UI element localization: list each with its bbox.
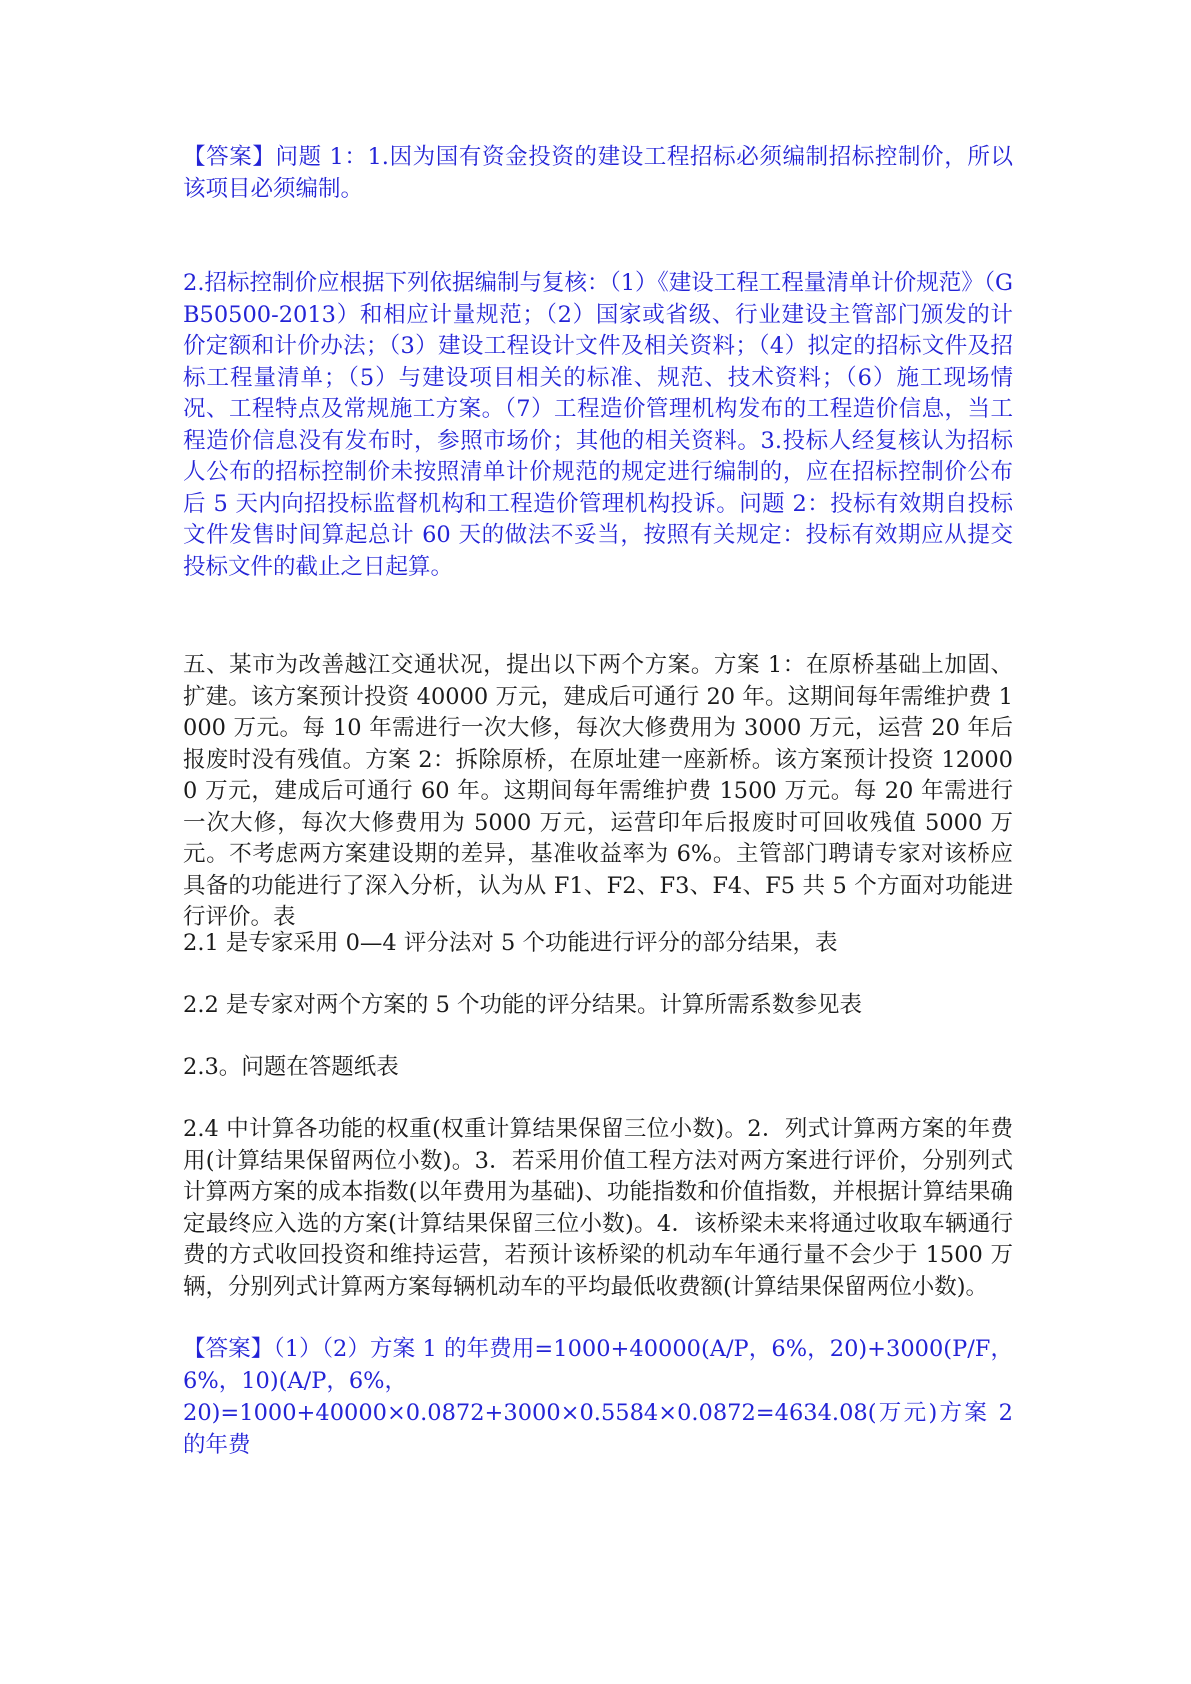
question-5-table-2-1-line: 2.1 是专家采用 0—4 评分法对 5 个功能进行评分的部分结果，表 — [183, 930, 838, 956]
question-5-table-2-2-line: 2.2 是专家对两个方案的 5 个功能的评分结果。计算所需系数参见表 — [183, 992, 863, 1018]
answer-1-continuation-paragraph: 2.招标控制价应根据下列依据编制与复核：（1）《建设工程工程量清单计价规范》（GB50500-2013）和相应计量规范；（2）国家或省级、行业建设主管部门颁发的计价定额和计价办法；（3）建设工程设计文件及相关资料；（4）拟定的招标文件及招标工程量清单；（5）与建设项目相关的标准、规范、技术资料；（6）施工现场情况、工程特点及常规施工方案。（7）工程造价管理机构发布的工程造价信息，当工程造价信息没有发布时，参照市场价；其他的相关资料。3.投标人经复核认为招标人公布的招标控制价未按照清单计价规范的规定进行编制的，应在招标控制价公布后 5 天内向招投标监督机构和工程造价管理机构投诉。问题 2：投标有效期自投标文件发售时间算起总计 60 天的做法不妥当，按照有关规定：投标有效期应从提交投标文件的截止之日起算。 — [183, 270, 1014, 580]
answer-5-line-1: 【答案】（1）（2）方案 1 的年费用=1000+40000(A/P，6%，20)+3000(P/F，6%，10)(A/P，6%， — [183, 1336, 1013, 1394]
question-5-table-2-3-line: 2.3。问题在答题纸表 — [183, 1054, 399, 1080]
document-page — [183, 0, 1013, 1684]
answer-5-line-2: 20)=1000+40000×0.0872+3000×0.5584×0.0872=4634.08(万元)方案 2 的年费 — [183, 1400, 1013, 1458]
question-5-intro-paragraph: 五、某市为改善越江交通状况，提出以下两个方案。方案 1：在原桥基础上加固、扩建。该方案预计投资 40000 万元，建成后可通行 20 年。这期间每年需维护费 1000 万元。每 10 年需进行一次大修，每次大修费用为 3000 万元，运营 20 年后报废时没有残值。方案 2：拆除原桥，在原址建一座新桥。该方案预计投资 120000 万元，建成后可通行 60 年。这期间每年需维护费 1500 万元。每 20 年需进行一次大修，每次大修费用为 5000 万元，运营印年后报废时可回收残值 5000 万元。不考虑两方案建设期的差异，基准收益率为 6%。主管部门聘请专家对该桥应具备的功能进行了深入分析，认为从 F1、F2、F3、F4、F5 共 5 个方面对功能进行评价。表 — [183, 652, 1013, 930]
answer-1-paragraph: 【答案】问题 1：1.因为国有资金投资的建设工程招标必须编制招标控制价，所以该项目必须编制。 — [183, 144, 1013, 202]
question-5-table-2-4-paragraph: 2.4 中计算各功能的权重(权重计算结果保留三位小数)。2．列式计算两方案的年费用(计算结果保留两位小数)。3．若采用价值工程方法对两方案进行评价，分别列式计算两方案的成本指数(以年费用为基础)、功能指数和价值指数，并根据计算结果确定最终应入选的方案(计算结果保留三位小数)。4．该桥梁未来将通过收取车辆通行费的方式收回投资和维持运营，若预计该桥梁的机动车年通行量不会少于 1500 万辆，分别列式计算两方案每辆机动车的平均最低收费额(计算结果保留两位小数)。 — [183, 1116, 1013, 1300]
